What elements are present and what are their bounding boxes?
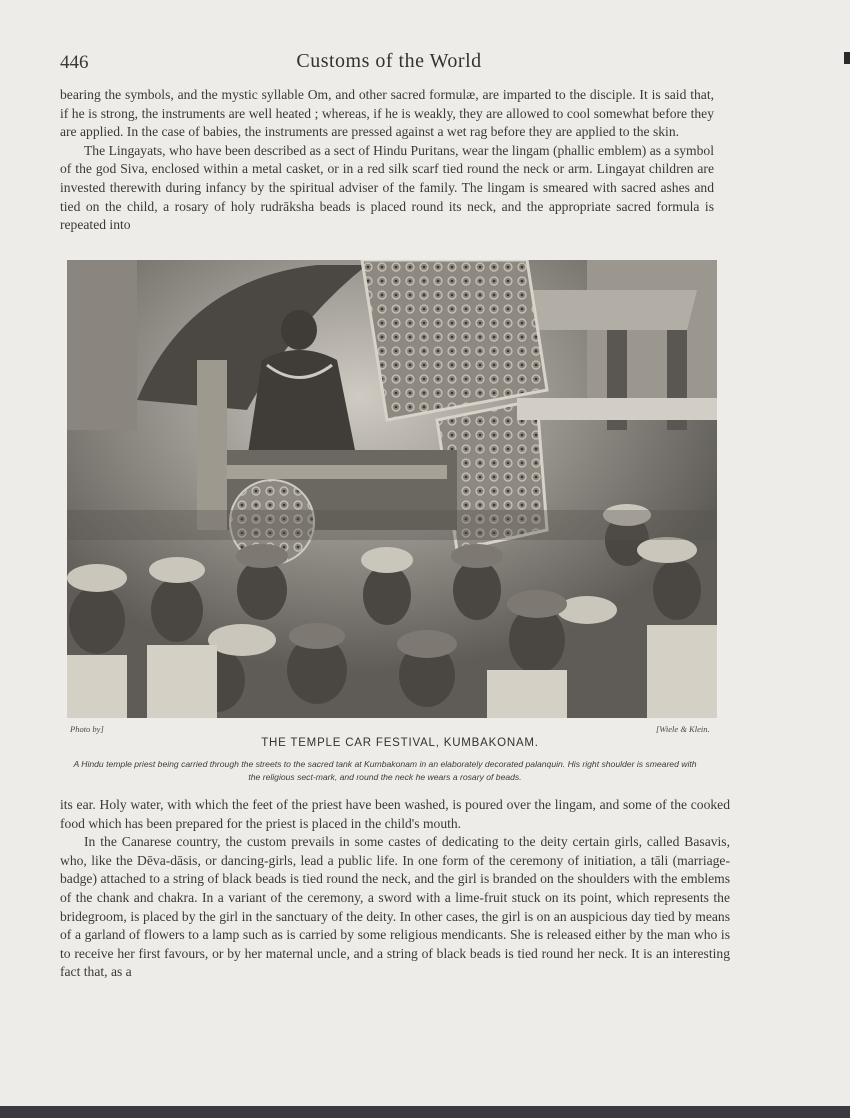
- figure-caption-text: A Hindu temple priest being carried through the streets to the sacred tank at Kumbakonam in an elaborately decorated palanquin. His right shoulder is smeared with the religious sect-mark, and round the neck he wears a rosary of beads.: [73, 759, 697, 782]
- figure-caption-title: THE TEMPLE CAR FESTIVAL, KUMBAKONAM.: [261, 737, 539, 749]
- scan-bottom-edge: [0, 1106, 850, 1118]
- running-title: Customs of the World: [296, 50, 482, 72]
- paragraph-continuation: bearing the symbols, and the mystic syllable Om, and other sacred formulæ, are imparted to the disciple. It is said that, if he is strong, the instruments are well heated ; whereas, if he is weakly, they are allowed to cool somewhat before they are applied. In the case of babies, the instruments are pressed against a wet rag before they are applied to the skin.: [60, 87, 714, 140]
- photo-credit-left: Photo by]: [70, 724, 104, 734]
- body-text-bottom: [60, 796, 730, 982]
- photo-credit-right: [Wiele & Klein.: [656, 724, 710, 734]
- page-number: 446: [60, 52, 89, 73]
- paragraph-lingayats: The Lingayats, who have been described as a sect of Hindu Puritans, wear the lingam (phallic emblem) as a symbol of the god Siva, enclosed within a metal casket, or in a red silk scarf tied round the neck or arm. Lingayat children are invested therewith during infancy by the spiritual adviser of the family. The lingam is smeared with sacred ashes and tied on the child, a rosary of holy rudrāksha beads is placed round its neck, and the appropriate sacred formula is repeated into: [60, 142, 714, 233]
- temple-car-photograph: [67, 260, 717, 718]
- paragraph-holy-water: its ear. Holy water, with which the feet of the priest have been washed, is poured over the lingam, and some of the cooked food which has been prepared for the priest is placed in the child's mouth.: [60, 797, 730, 831]
- paragraph-canarese: In the Canarese country, the custom prevails in some castes of dedicating to the deity certain girls, called Basavis, who, like the Dēva-dāsis, or dancing-girls, lead a public life. In one form of the ceremony of initiation, a tāli (marriage-badge) attached to a string of black beads is tied round the neck, and the girl is branded on the shoulders with the emblems of the chank and chakra. In a variant of the ceremony, a sword with a lime-fruit stuck on its point, which represents the bridegroom, is placed by the girl in the sanctuary of the deity. In other cases, the girl is on an auspicious day tied by means of a garland of flowers to a lamp such as is carried by some religious mendicants. She is released either by the man who is to receive her first favours, or by her maternal uncle, and a string of black beads is tied round her neck. It is an interesting fact that, as a: [60, 834, 730, 980]
- page-edge-mark: [844, 52, 850, 64]
- body-text-top: [60, 86, 714, 235]
